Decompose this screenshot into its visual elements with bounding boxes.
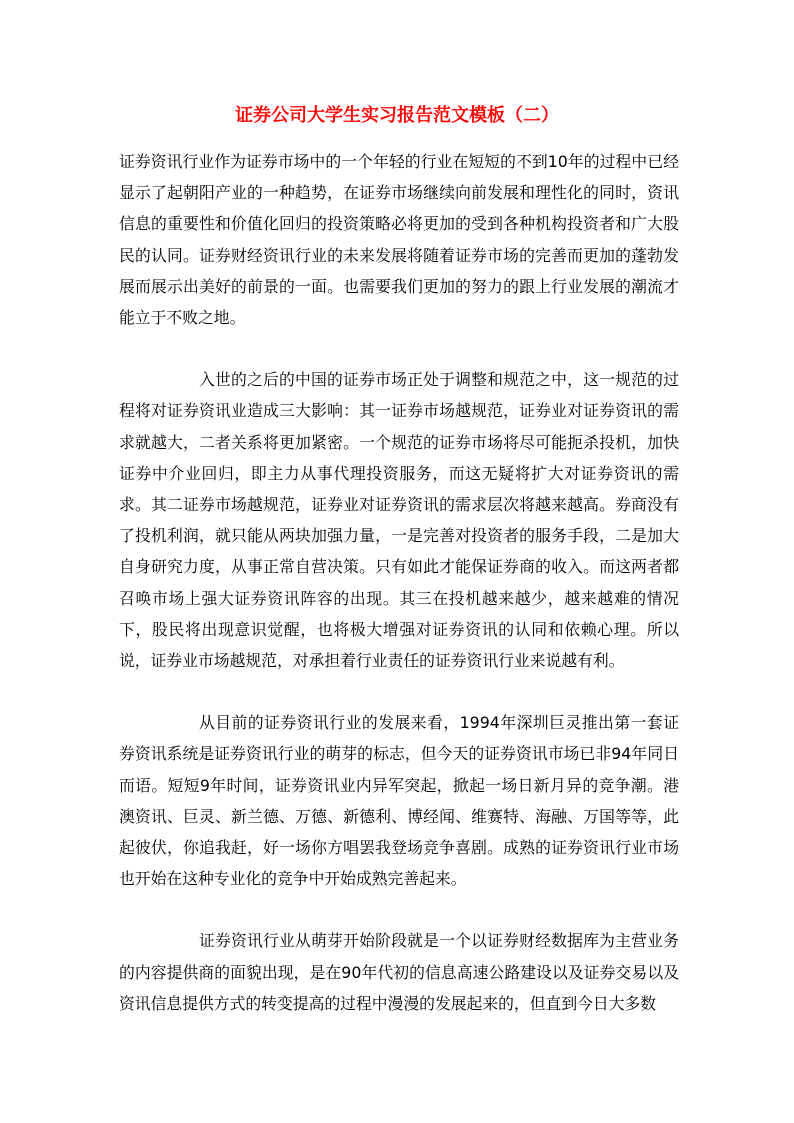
paragraph-2: 入世的之后的中国的证券市场正处于调整和规范之中，这一规范的过程将对证券资讯业造成三大影响：其一证券市场越规范，证券业对证券资讯的需求就越大，二者关系将更加紧密。一个规范的证券市场将尽可能扼杀投机，加快证券中介业回归，即主力从事代理投资服务，而这无疑将扩大对证券资讯的需求。其二证券市场越规范，证券业对证券资讯的需求层次将越来越高。券商没有了投机利润，就只能从两块加强力量，一是完善对投资者的服务手段，二是加大自身研究力度，从事正常自营决策。只有如此才能保证券商的收入。而这两者都召唤市场上强大证券资讯阵容的出现。其三在投机越来越少，越来越难的情况下，股民将出现意识觉醒，也将极大增强对证券资讯的认同和依赖心理。所以说，证券业市场越规范，对承担着行业责任的证券资讯行业来说越有利。 [119, 370, 679, 671]
paragraph-1: 证券资讯行业作为证券市场中的一个年轻的行业在短短的不到10年的过程中已经显示了起朝阳产业的一种趋势，在证券市场继续向前发展和理性化的同时，资讯信息的重要性和价值化回归的投资策略必将更加的受到各种机构投资者和广大股民的认同。证券财经资讯行业的未来发展将随着证券市场的完善而更加的蓬勃发展而展示出美好的前景的一面。也需要我们更加的努力的跟上行业发展的潮流才能立于不败之地。 [119, 152, 679, 328]
paragraph-3: 从目前的证券资讯行业的发展来看，1994年深圳巨灵推出第一套证券资讯系统是证券资讯行业的萌芽的标志，但今天的证券资讯市场已非94年同日而语。短短9年时间，证券资讯业内异军突起，掀起一场日新月异的竞争潮。港澳资讯、巨灵、新兰德、万德、新德利、博经闻、维赛特、海融、万国等等，此起彼伏，你追我赶，好一场你方唱罢我登场竞争喜剧。成熟的证券资讯行业市场也开始在这种专业化的竞争中开始成熟完善起来。 [119, 713, 679, 889]
document-title: 证券公司大学生实习报告范文模板（二） [235, 105, 559, 126]
paragraph-4: 证券资讯行业从萌芽开始阶段就是一个以证券财经数据库为主营业务的内容提供商的面貌出现，是在90年代初的信息高速公路建设以及证券交易以及资讯信息提供方式的转变提高的过程中漫漫的发展起来的，但直到今日大多数 [119, 931, 679, 1013]
document-body [119, 146, 679, 1019]
